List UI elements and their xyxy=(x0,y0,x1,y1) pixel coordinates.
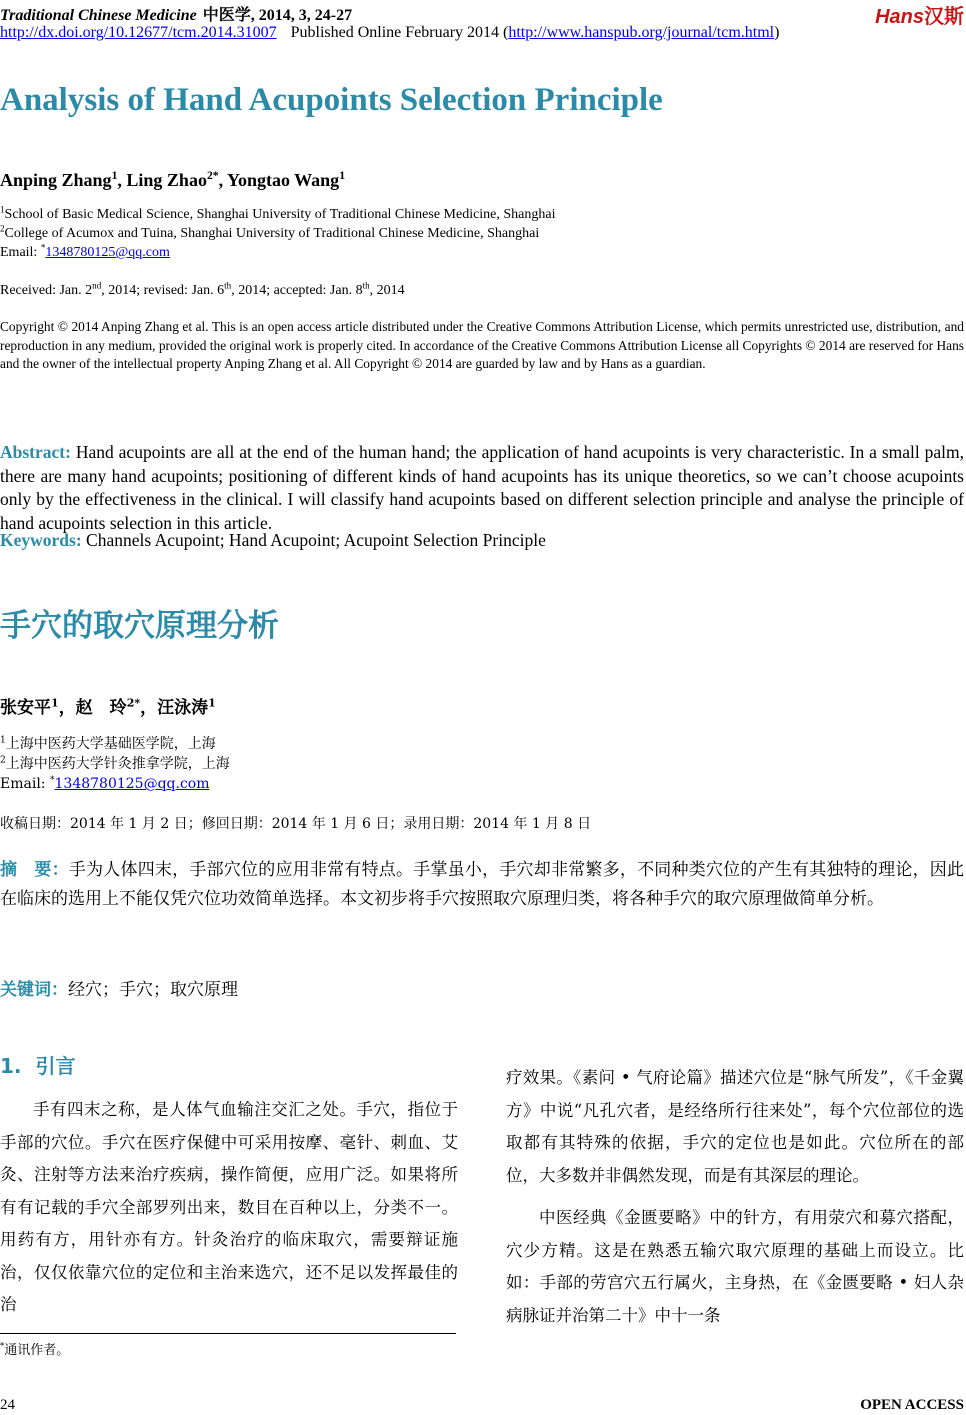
author-sup: 1 xyxy=(339,169,346,182)
affiliation-1-en xyxy=(0,205,556,224)
copyright-notice: Copyright © 2014 Anping Zhang et al. This is an open access article distributed under the Creative Commons Attribution License, which permits unrestricted use, distribution, and reproduction in any medium, provided the original work is properly cited. In accordance of the Creative Commons Attribution License all Copyrights © 2014 are reserved for Hans and the owner of the intellectual property Anping Zhang et al. All Copyright © 2014 are guarded by law and by Hans as a guardian. xyxy=(0,319,964,371)
open-access-label: OPEN ACCESS xyxy=(860,1397,964,1413)
journal-url-link[interactable]: http://www.hanspub.org/journal/tcm.html xyxy=(508,24,775,41)
keywords-text-cn: 经穴；手穴；取穴原理 xyxy=(68,980,238,1000)
footnote-divider xyxy=(0,1333,456,1334)
email-label: Email: xyxy=(0,776,50,792)
abstract-label: Abstract: xyxy=(0,442,71,462)
doi-line xyxy=(0,24,779,42)
page-number: 24 xyxy=(0,1397,15,1413)
journal-name-cn: 中医学, 2014, 3, 24-27 xyxy=(202,7,353,24)
section-heading xyxy=(0,1050,75,1079)
footnote-sup: * xyxy=(0,1340,5,1351)
hans-logo xyxy=(875,0,964,29)
email-sup: * xyxy=(49,775,55,786)
aff-text: 上海中医药大学基础医学院，上海 xyxy=(5,736,216,752)
abstract-en xyxy=(0,441,964,535)
title-en: Analysis of Hand Acupoints Selection Principle xyxy=(0,82,663,118)
body-column-right xyxy=(506,1062,964,1332)
published-prefix: Published Online February 2014 ( xyxy=(290,24,509,41)
logo-text-cn: 汉斯 xyxy=(924,6,964,28)
dates-cn: 收稿日期：2014 年 1 月 2 日；修回日期：2014 年 1 月 6 日；录用日期：2014 年 1 月 8 日 xyxy=(0,816,592,832)
section-title: 引言 xyxy=(35,1054,76,1078)
affiliation-2-cn xyxy=(0,755,230,774)
date-sup: th xyxy=(224,280,232,291)
aff-text: College of Acumox and Tuina, Shanghai University of Traditional Chinese Medicine, Shanghai xyxy=(4,226,540,241)
aff-sup: 1 xyxy=(0,204,5,215)
email-link[interactable]: 1348780125@qq.com xyxy=(54,776,210,792)
author-sup: 1 xyxy=(111,169,118,182)
footnote xyxy=(0,1339,69,1358)
body-column-left xyxy=(0,1094,458,1322)
date-text: Received: Jan. 2 xyxy=(0,283,93,298)
author-name: , Yongtao Wang xyxy=(218,170,340,190)
keywords-en xyxy=(0,530,546,551)
aff-text: School of Basic Medical Science, Shanghai University of Traditional Chinese Medicine, Shanghai xyxy=(4,207,556,222)
author-name-cn: ，赵 玲 xyxy=(58,698,127,718)
received-dates xyxy=(0,280,405,299)
authors-en xyxy=(0,170,345,191)
abstract-text: Hand acupoints are all at the end of the human hand; the application of hand acupoints is very characteristic. In a small palm, there are many hand acupoints; positioning of different kinds of hand acupoints has its unique theoretics, so we can’t choose acupoints only by the effectiveness in the clinical. I will classify hand acupoints based on different selection principle and analyse the principle of hand acupoints selection in this article. xyxy=(0,442,964,533)
doi-link[interactable]: http://dx.doi.org/10.12677/tcm.2014.31007 xyxy=(0,24,277,41)
author-name-cn: ，汪泳涛 xyxy=(140,698,209,718)
abstract-cn xyxy=(0,856,964,914)
email-cn xyxy=(0,775,210,794)
aff-sup: 2 xyxy=(0,223,5,234)
author-name: , Ling Zhao xyxy=(117,170,207,190)
abstract-text-cn: 手为人体四末，手部穴位的应用非常有特点。手掌虽小，手穴却非常繁多，不同种类穴位的产生有其独特的理论，因此在临床的选用上不能仅凭穴位功效简单选择。本文初步将手穴按照取穴原理归类，将各种手穴的取穴原理做简单分析。 xyxy=(0,860,964,909)
author-sup: 1 xyxy=(208,696,216,710)
email-sup: * xyxy=(40,242,46,253)
date-text: , 2014; accepted: Jan. 8 xyxy=(231,283,363,298)
date-text: , 2014; revised: Jan. 6 xyxy=(101,283,225,298)
author-name-cn: 张安平 xyxy=(0,698,51,718)
keywords-label: Keywords: xyxy=(0,530,82,550)
affiliation-2-en xyxy=(0,224,539,243)
logo-text-en: Hans xyxy=(875,6,924,28)
email-en xyxy=(0,243,170,262)
footnote-text: 通讯作者。 xyxy=(4,1343,70,1358)
keywords-text: Channels Acupoint; Hand Acupoint; Acupoint Selection Principle xyxy=(81,530,546,550)
authors-cn xyxy=(0,693,216,718)
author-sup: 1 xyxy=(51,696,59,710)
aff-sup: 2 xyxy=(0,755,6,766)
aff-sup: 1 xyxy=(0,735,6,746)
date-sup: nd xyxy=(92,280,102,291)
keywords-label-cn: 关键词： xyxy=(0,980,68,1000)
paragraph: 疗效果。《素问 • 气府论篇》描述穴位是“脉气所发”，《千金翼方》中说“凡孔穴者，是经络所行往来处”，每个穴位部位的选取都有其特殊的依据，手穴的定位也是如此。穴位所在的部位，大多数并非偶然发现，而是有其深层的理论。 xyxy=(506,1068,964,1185)
aff-text: 上海中医药大学针灸推拿学院，上海 xyxy=(5,756,230,772)
email-link[interactable]: 1348780125@qq.com xyxy=(45,245,170,260)
email-label: Email: xyxy=(0,245,41,260)
paragraph: 手有四末之称，是人体气血输注交汇之处。手穴，指位于手部的穴位。手穴在医疗保健中可采用按摩、毫针、刺血、艾灸、注射等方法来治疗疾病，操作简便，应用广泛。如果将所有有记载的手穴全部罗列出来，数目在百种以上，分类不一。用药有方，用针亦有方。针灸治疗的临床取穴，需要辩证施治，仅仅依靠穴位的定位和主治来选穴，还不足以发挥最佳的治 xyxy=(0,1100,458,1314)
affiliation-1-cn xyxy=(0,735,216,754)
date-text: , 2014 xyxy=(369,283,405,298)
author-sup: 2* xyxy=(126,696,141,710)
journal-header xyxy=(0,2,352,25)
title-cn: 手穴的取穴原理分析 xyxy=(0,608,279,644)
published-suffix: ) xyxy=(774,24,780,41)
paragraph: 中医经典《金匮要略》中的针方，有用荥穴和募穴搭配，穴少方精。这是在熟悉五输穴取穴原理的基础上而设立。比如：手部的劳宫穴五行属火，主身热，在《金匮要略 • 妇人杂病脉证并治第二十》中十一条 xyxy=(506,1208,964,1325)
section-number: 1. xyxy=(0,1054,22,1078)
date-sup: th xyxy=(362,280,370,291)
author-sup: 2* xyxy=(206,169,219,182)
abstract-label-cn: 摘 要： xyxy=(0,860,69,880)
author-name: Anping Zhang xyxy=(0,170,112,190)
keywords-cn xyxy=(0,975,238,1000)
journal-name: Traditional Chinese Medicine xyxy=(0,7,197,24)
